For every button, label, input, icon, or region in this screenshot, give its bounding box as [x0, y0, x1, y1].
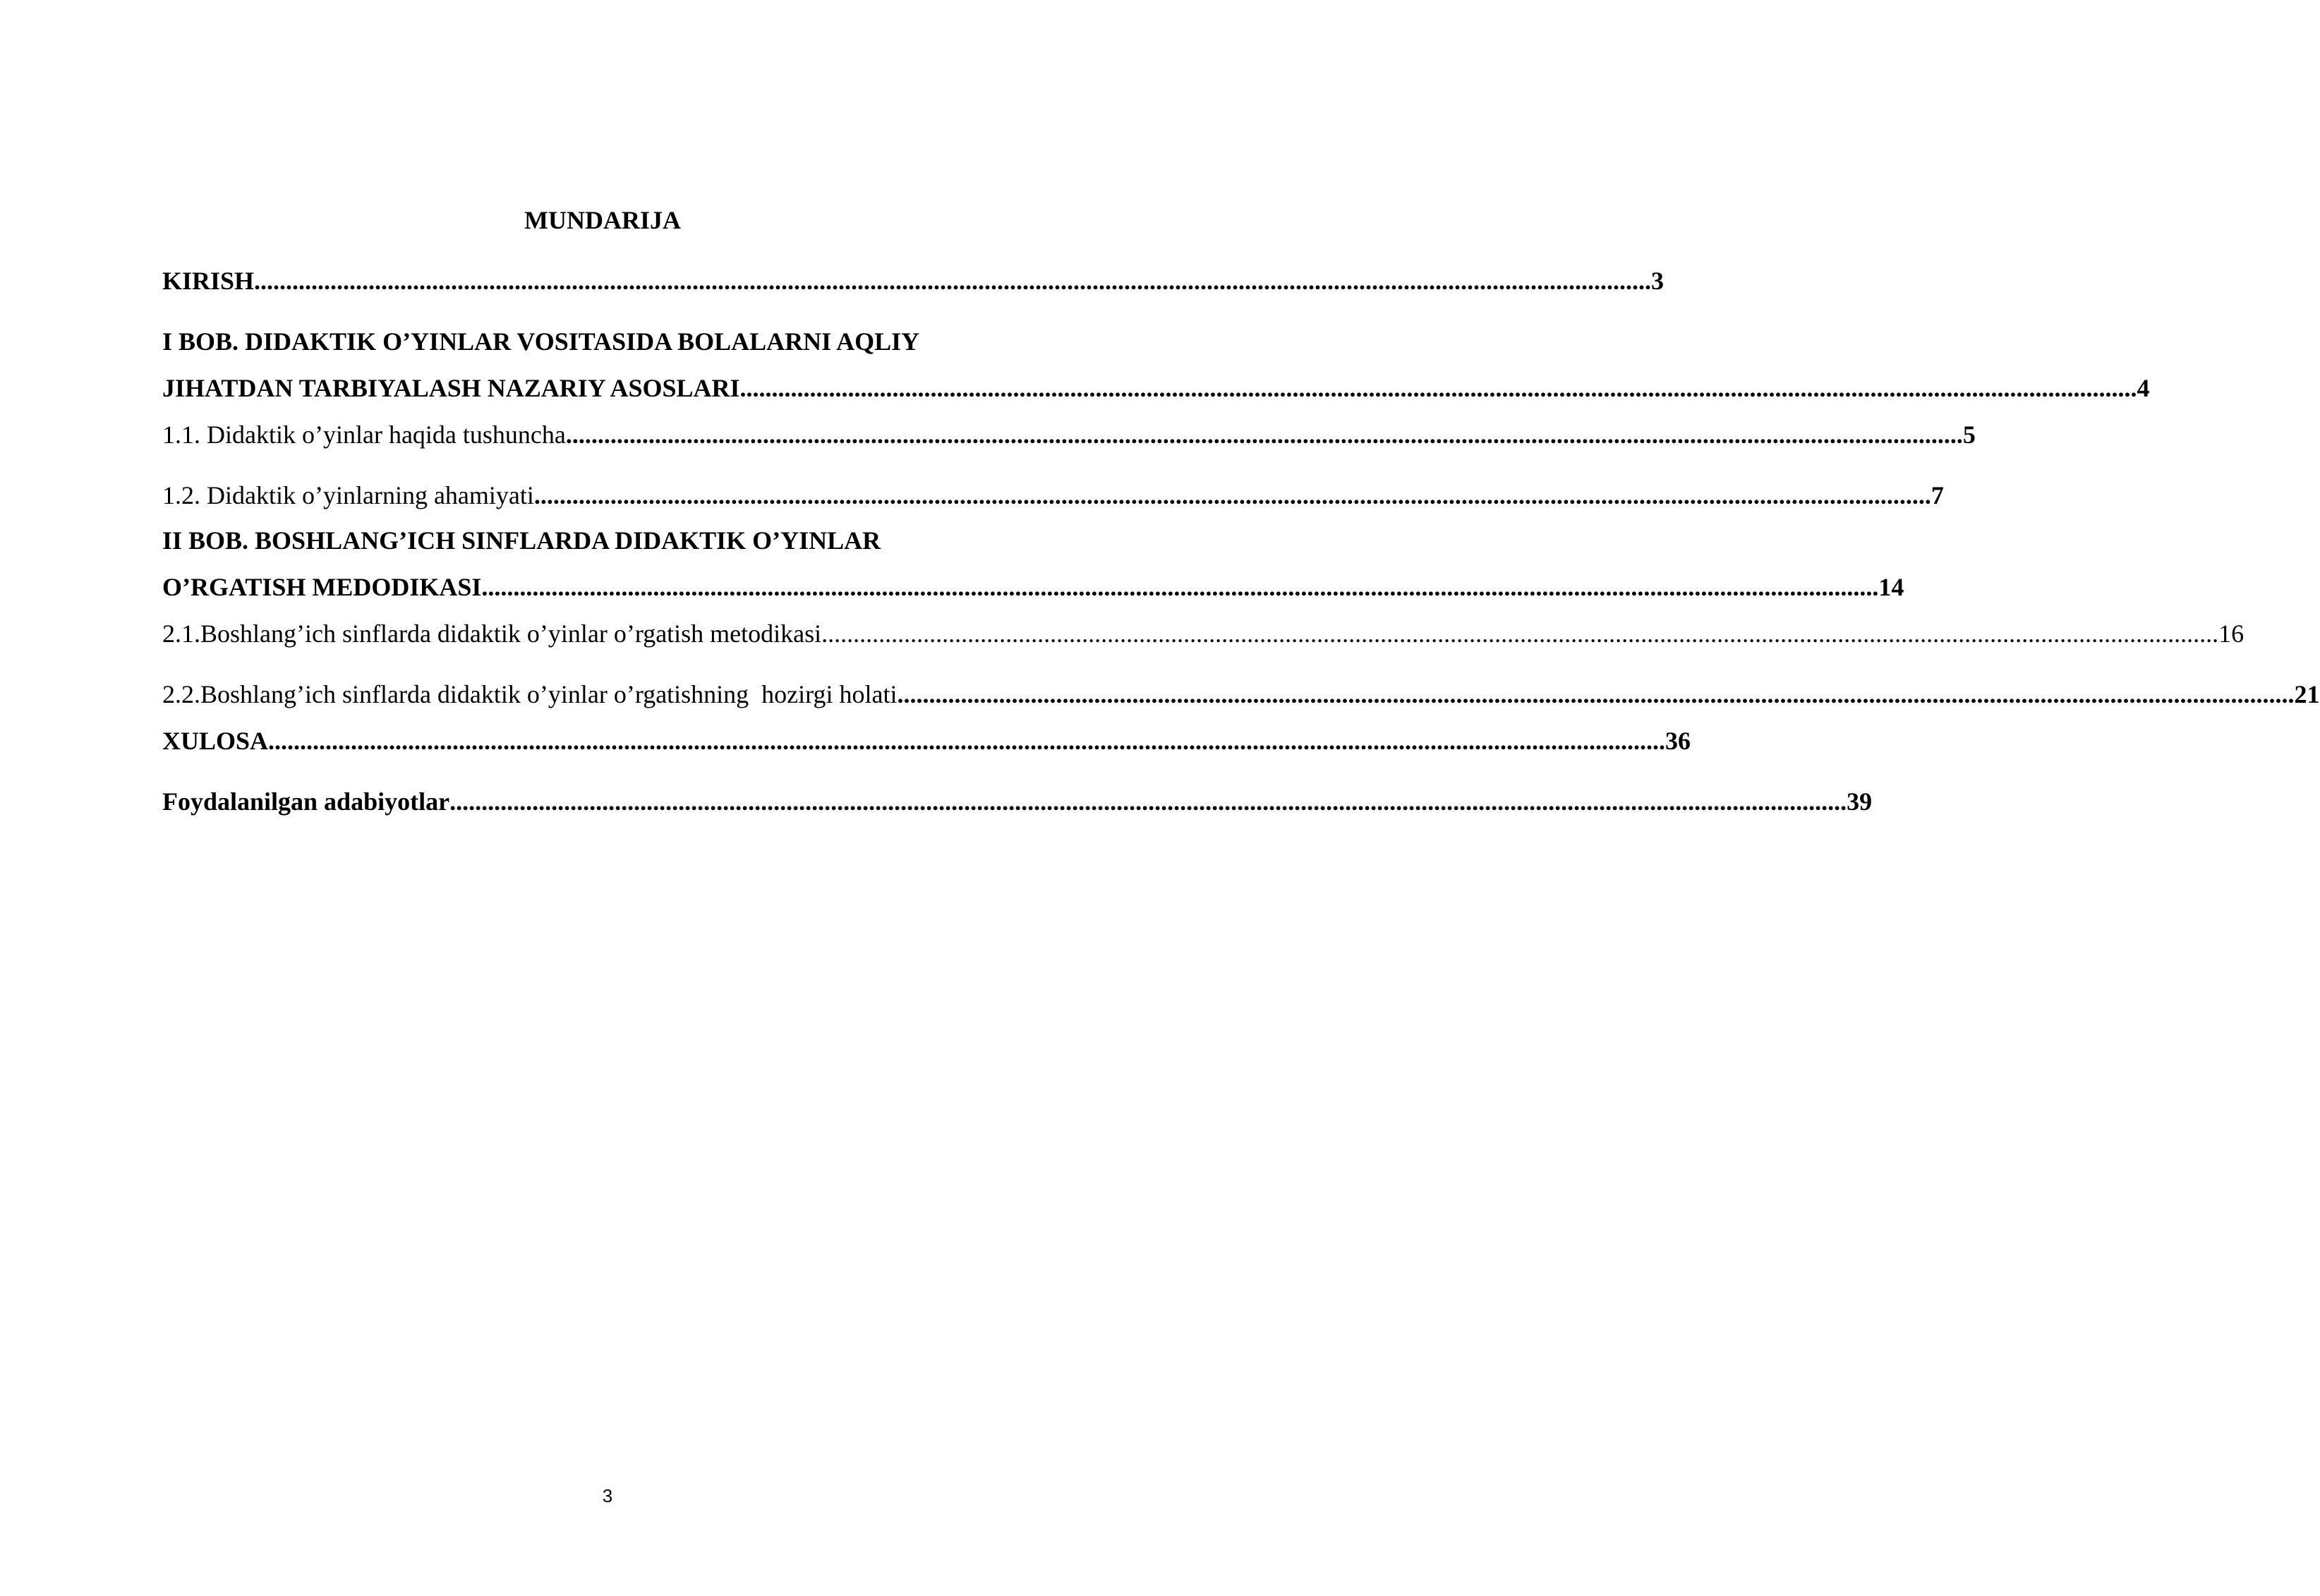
toc-entry-label: O’RGATISH MEDODIKASI [162, 573, 482, 601]
toc-page-number: 5 [1962, 421, 1976, 449]
toc-entry-chapter-1[interactable] [162, 371, 2150, 405]
toc-dot-leader: ............................................................................................................................................................................................................................ [821, 619, 2219, 648]
toc-dot-leader: ............................................................................................................................................................................................................................ [449, 787, 1847, 816]
toc-page-number: 16 [2218, 619, 2245, 648]
toc-page-number: 36 [1665, 727, 1691, 755]
toc-entry-section-1-2[interactable] [162, 478, 1944, 512]
toc-entry-chapter-1-line-1[interactable]: I BOB. DIDAKTIK O’YINLAR VOSITASIDA BOLALARNI AQLIY [162, 327, 920, 356]
toc-entry-label: 1.1. Didaktik o’yinlar haqida tushuncha [162, 421, 566, 449]
toc-entry-chapter-2[interactable] [162, 570, 1904, 604]
toc-dot-leader: ............................................................................................................................................................................................................................ [254, 267, 1652, 295]
toc-entry-kirish[interactable] [162, 264, 1665, 298]
toc-entry-label: 1.2. Didaktik o’yinlarning ahamiyati [162, 481, 534, 509]
toc-dot-leader: ............................................................................................................................................................................................................................ [739, 374, 2137, 402]
toc-dot-leader: ............................................................................................................................................................................................................................ [481, 573, 1879, 601]
toc-page-number: 39 [1847, 787, 1873, 816]
toc-entry-section-2-2[interactable] [162, 677, 2320, 711]
toc-dot-leader: ............................................................................................................................................................................................................................ [565, 421, 1963, 449]
toc-entry-xulosa[interactable] [162, 724, 1691, 758]
toc-page-number: 4 [2137, 374, 2150, 402]
toc-entry-label: Foydalanilgan adabiyotlar [162, 787, 450, 816]
toc-entry-label: XULOSA [162, 727, 269, 755]
toc-page-number: 7 [1931, 481, 1944, 509]
toc-entry-adabiyotlar[interactable] [162, 785, 1873, 818]
toc-page-number: 3 [1651, 267, 1665, 295]
toc-entry-label: 2.1.Boshlang’ich sinflarda didaktik o’yinlar o’rgatish metodikasi [162, 619, 822, 648]
toc-entry-label: KIRISH [162, 267, 255, 295]
toc-page-number: 14 [1878, 573, 1904, 601]
toc-entry-label: 2.2.Boshlang’ich sinflarda didaktik o’yinlar o’rgatishning hozirgi holati [162, 680, 898, 708]
toc-entry-section-1-1[interactable] [162, 418, 1976, 452]
toc-entry-section-2-1[interactable] [162, 617, 2245, 651]
toc-entry-label: JIHATDAN TARBIYALASH NAZARIY ASOSLARI [162, 374, 740, 402]
toc-dot-leader: ............................................................................................................................................................................................................................ [268, 727, 1666, 755]
page-number-footer: 3 [602, 1485, 613, 1506]
toc-dot-leader: ............................................................................................................................................................................................................................ [533, 481, 1931, 509]
toc-entry-chapter-2-line-1[interactable]: II BOB. BOSHLANG’ICH SINFLARDA DIDAKTIK O’YINLAR [162, 526, 881, 555]
toc-dot-leader: ............................................................................................................................................................................................................................ [897, 680, 2295, 708]
toc-page-number: 21 [2294, 680, 2320, 708]
page-title: MUNDARIJA [524, 206, 681, 234]
